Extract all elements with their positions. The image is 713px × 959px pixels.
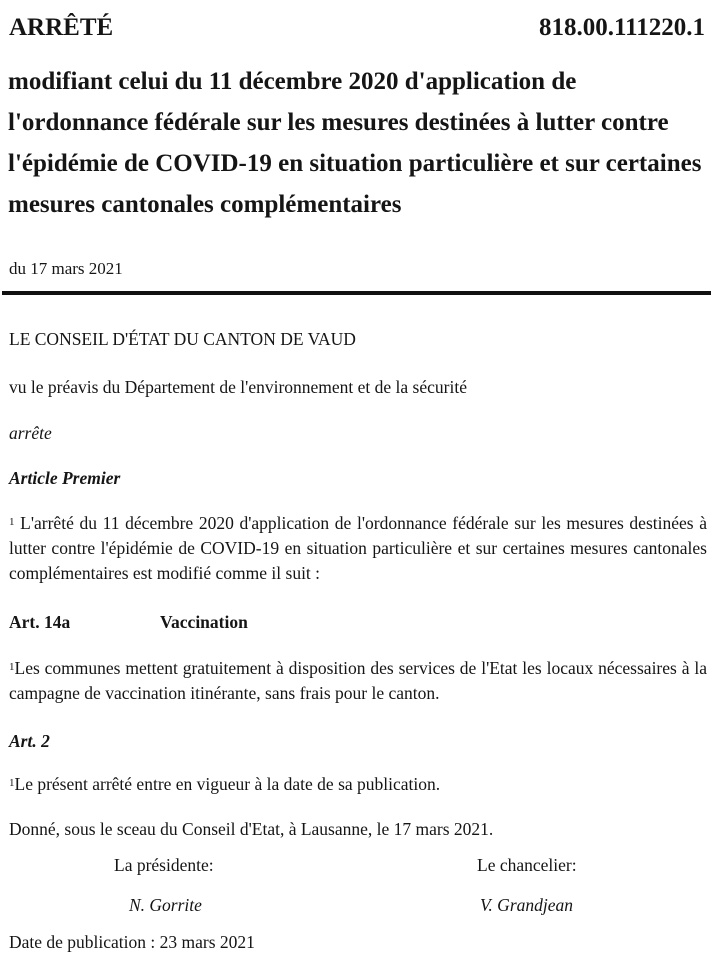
article-1-paragraph	[9, 511, 707, 586]
paragraph-number: 1	[9, 661, 15, 673]
given-clause: Donné, sous le sceau du Conseil d'Etat, à Lausanne, le 17 mars 2021.	[9, 819, 494, 839]
header-divider	[2, 291, 711, 295]
article-14a-number: Art. 14a	[9, 612, 71, 632]
article-1-text: L'arrêté du 11 décembre 2020 d'application de l'ordonnance fédérale sur les mesures destinées à lutter contre l'épidémie de COVID-19 en situation particulière et sur certaines mesures cantonales complémentaires est modifié comme il suit :	[9, 513, 708, 583]
document-type: ARRÊTÉ	[9, 14, 114, 41]
president-name: N. Gorrite	[129, 895, 202, 915]
article-2-title: Art. 2	[9, 731, 50, 751]
article-2-paragraph	[9, 772, 707, 797]
document-date: du 17 mars 2021	[9, 259, 123, 278]
publication-date: Date de publication : 23 mars 2021	[9, 932, 255, 952]
article-14a-title: Vaccination	[160, 612, 248, 632]
article-2-text: Le présent arrêté entre en vigueur à la date de sa publication.	[14, 774, 441, 794]
president-role: La présidente:	[114, 855, 214, 875]
document-reference: 818.00.111220.1	[539, 14, 705, 41]
paragraph-number: 1	[9, 516, 15, 528]
chancellor-role: Le chancelier:	[477, 855, 577, 875]
document-subtitle: modifiant celui du 11 décembre 2020 d'application de l'ordonnance fédérale sur les mesures destinées à lutter contre l'épidémie de COVID-19 en situation particulière et sur certaines mesures cantonales complémentaires	[8, 68, 702, 218]
article-14a-text: Les communes mettent gratuitement à disposition des services de l'Etat les locaux nécessaires à la campagne de vaccination itinérante, sans frais pour le canton.	[9, 658, 707, 703]
considering-clause: vu le préavis du Département de l'environnement et de la sécurité	[9, 377, 467, 397]
issuing-authority: LE CONSEIL D'ÉTAT DU CANTON DE VAUD	[9, 329, 356, 349]
chancellor-name: V. Grandjean	[480, 895, 574, 915]
paragraph-number: 1	[9, 777, 15, 789]
article-1-title: Article Premier	[9, 468, 121, 488]
article-14a-paragraph	[9, 656, 707, 706]
decrees-word: arrête	[9, 423, 52, 443]
